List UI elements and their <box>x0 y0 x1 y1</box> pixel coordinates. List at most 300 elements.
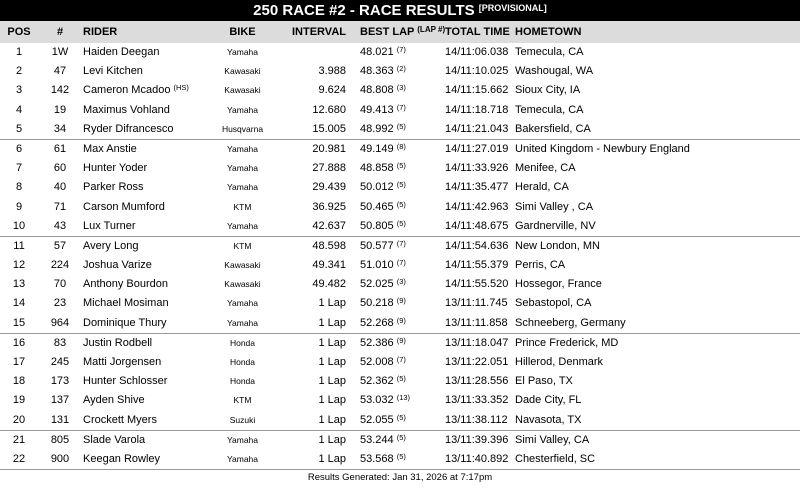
rider-name-cell-text: Haiden Deegan <box>83 46 160 58</box>
bike-cell-text: KTM <box>233 395 252 406</box>
result-row <box>0 411 800 430</box>
position-cell-text: 12 <box>12 259 26 272</box>
best-lap-number: (5) <box>396 180 406 190</box>
result-group <box>0 334 800 431</box>
total-time-cell <box>445 294 508 313</box>
rider-number-cell <box>38 120 82 139</box>
bike-cell <box>205 275 280 294</box>
hometown-cell-text: Hillerod, Denmark <box>515 356 604 368</box>
results-title <box>0 0 800 21</box>
rider-number-cell-text: 131 <box>50 413 70 426</box>
interval-cell-text: 15.005 <box>312 122 346 135</box>
hometown-cell-text: Navasota, TX <box>515 413 582 426</box>
position-cell <box>0 237 38 256</box>
hometown-cell <box>515 431 589 450</box>
hometown-cell-text: Prince Frederick, MD <box>515 336 619 349</box>
result-row <box>0 62 800 81</box>
best-lap-cell-text: 52.268 <box>360 316 394 329</box>
rider-name-cell-text: Keegan Rowley <box>83 452 161 465</box>
best-lap-number: (5) <box>396 199 406 209</box>
best-lap-cell <box>360 178 406 197</box>
position-cell <box>0 140 38 159</box>
interval-cell <box>298 120 346 139</box>
position-cell-text: 20 <box>12 413 26 426</box>
rider-name-cell-text: Crockett Myers <box>83 413 157 426</box>
result-row <box>0 314 800 333</box>
interval-cell <box>298 198 346 217</box>
position-cell-text: 22 <box>12 452 26 465</box>
total-time-cell <box>445 411 508 430</box>
total-time-cell <box>445 101 508 120</box>
interval-cell <box>298 81 346 100</box>
interval-cell <box>298 450 346 469</box>
result-group <box>0 237 800 334</box>
best-lap-cell <box>360 353 406 372</box>
rider-number-cell-text: 900 <box>50 452 70 465</box>
best-lap-cell-text: 48.021 <box>360 46 394 58</box>
best-lap-number: (7) <box>396 238 406 248</box>
interval-cell <box>298 159 346 178</box>
interval-cell-text: 1 Lap <box>318 413 346 426</box>
hometown-cell-text: Temecula, CA <box>515 103 584 116</box>
hometown-cell <box>515 120 591 139</box>
rider-name-cell-text: Ayden Shive <box>83 394 145 407</box>
rider-name-cell <box>83 159 147 178</box>
position-cell-text: 13 <box>12 278 26 291</box>
interval-cell-text: 3.988 <box>318 65 346 78</box>
provisional-tag: [PROVISIONAL] <box>478 3 547 13</box>
rider-name-cell-text: Matti Jorgensen <box>83 356 162 368</box>
result-row <box>0 159 800 178</box>
position-cell-text: 17 <box>12 356 26 368</box>
rider-name-cell-text: Hunter Yoder <box>83 162 148 175</box>
interval-cell <box>298 353 346 372</box>
rider-number-cell-text: 71 <box>53 200 67 213</box>
position-cell <box>0 275 38 294</box>
best-lap-number: (3) <box>396 83 406 93</box>
interval-cell-text: 20.981 <box>312 142 346 155</box>
rider-number-cell <box>38 217 82 236</box>
best-lap-cell-text: 52.362 <box>360 375 394 388</box>
bike-cell-text: Kawasaki <box>224 279 261 290</box>
position-cell <box>0 391 38 410</box>
result-group <box>0 431 800 470</box>
rider-name-cell <box>83 334 152 353</box>
interval-cell <box>298 62 346 81</box>
hometown-cell <box>515 198 593 217</box>
position-cell-text: 2 <box>15 65 23 78</box>
col-total-time-header: TOTAL TIME <box>445 26 510 38</box>
rider-name-cell-text: Justin Rodbell <box>83 336 153 349</box>
hometown-cell-text: Gardnerville, NV <box>515 219 596 232</box>
bike-cell <box>205 178 280 197</box>
total-time-cell-text: 13/11:18.047 <box>445 336 509 349</box>
rider-number-cell-text: 60 <box>53 162 67 175</box>
bike-cell-text: Honda <box>229 337 256 348</box>
interval-cell-text: 12.680 <box>312 103 346 116</box>
rider-number-cell <box>38 159 82 178</box>
result-row <box>0 334 800 353</box>
interval-cell-text: 1 Lap <box>318 336 346 349</box>
rider-number-cell <box>38 275 82 294</box>
best-lap-cell-text: 53.568 <box>360 452 394 465</box>
result-row <box>0 81 800 100</box>
hometown-cell <box>515 353 603 372</box>
hometown-cell-text: Sebastopol, CA <box>515 297 592 310</box>
position-cell <box>0 43 38 62</box>
position-cell-text: 8 <box>15 181 23 194</box>
position-cell <box>0 411 38 430</box>
hometown-cell-text: Washougal, WA <box>515 65 594 78</box>
bike-cell-text: Yamaha <box>226 104 259 115</box>
rider-name-cell <box>83 256 152 275</box>
best-lap-cell <box>360 256 406 275</box>
rider-name-cell <box>83 237 138 256</box>
position-cell <box>0 256 38 275</box>
bike-cell <box>205 81 280 100</box>
rider-number-cell-text: 57 <box>53 239 67 252</box>
result-row <box>0 391 800 410</box>
best-lap-cell <box>360 159 406 178</box>
hometown-cell-text: Herald, CA <box>515 181 569 194</box>
interval-cell <box>298 101 346 120</box>
rider-name-cell-text: Cameron Mcadoo <box>83 84 171 97</box>
bike-cell <box>205 217 280 236</box>
rider-number-cell-text: 83 <box>53 336 67 349</box>
best-lap-cell-text: 52.025 <box>360 278 394 291</box>
interval-cell-text: 1 Lap <box>318 297 346 310</box>
total-time-cell-text: 14/11:55.379 <box>445 259 509 272</box>
rider-number-cell-text: 137 <box>50 394 70 407</box>
rider-number-cell-text: 43 <box>53 219 67 232</box>
rider-name-cell <box>83 314 167 333</box>
total-time-cell <box>445 237 508 256</box>
rider-name-cell <box>83 391 145 410</box>
best-lap-cell <box>360 198 406 217</box>
position-cell-text: 10 <box>12 219 26 232</box>
hometown-cell-text: Bakersfield, CA <box>515 122 591 135</box>
bike-cell <box>205 159 280 178</box>
interval-cell <box>298 411 346 430</box>
hometown-cell-text: El Paso, TX <box>515 375 573 388</box>
bike-cell-text: KTM <box>233 201 252 212</box>
position-cell <box>0 294 38 313</box>
best-lap-number: (9) <box>396 335 406 345</box>
rider-number-cell-text: 142 <box>50 84 70 97</box>
bike-cell-text: Suzuki <box>229 414 256 425</box>
col-rider-header: RIDER <box>83 26 118 38</box>
rider-number-cell-text: 23 <box>53 297 67 310</box>
rider-name-cell-text: Joshua Varize <box>83 259 152 272</box>
rider-name-cell <box>83 411 157 430</box>
total-time-cell-text: 14/11:54.636 <box>445 239 509 252</box>
position-cell <box>0 217 38 236</box>
interval-cell-text: 29.439 <box>312 181 346 194</box>
position-cell-text: 4 <box>15 103 23 116</box>
result-group <box>0 43 800 140</box>
rider-name-cell <box>83 101 170 120</box>
best-lap-cell-text: 53.032 <box>360 394 394 407</box>
rider-number-cell-text: 1W <box>51 46 69 58</box>
result-row <box>0 431 800 450</box>
best-lap-number: (5) <box>396 412 406 422</box>
bike-cell <box>205 140 280 159</box>
total-time-cell-text: 14/11:27.019 <box>445 142 509 155</box>
hometown-cell <box>515 314 626 333</box>
position-cell-text: 15 <box>12 316 26 329</box>
best-lap-cell <box>360 334 406 353</box>
best-lap-cell <box>360 217 406 236</box>
total-time-cell <box>445 140 508 159</box>
best-lap-cell-text: 50.012 <box>360 181 394 194</box>
best-lap-cell-text: 53.244 <box>360 433 394 446</box>
position-cell-text: 11 <box>13 239 25 252</box>
interval-cell-text: 42.637 <box>312 219 346 232</box>
rider-number-cell <box>38 178 82 197</box>
rider-name-cell <box>83 43 159 62</box>
total-time-cell <box>445 198 508 217</box>
rider-number-cell <box>38 391 82 410</box>
best-lap-number: (5) <box>396 451 406 461</box>
hometown-cell <box>515 256 565 275</box>
rider-name-cell-text: Michael Mosiman <box>83 297 169 310</box>
rider-name-cell <box>83 275 168 294</box>
total-time-cell <box>445 178 508 197</box>
bike-cell <box>205 120 280 139</box>
rider-number-cell <box>38 353 82 372</box>
rider-name-cell <box>83 431 145 450</box>
rider-name-cell-text: Maximus Vohland <box>83 103 170 116</box>
interval-cell <box>298 178 346 197</box>
position-cell <box>0 62 38 81</box>
hometown-cell <box>515 334 618 353</box>
bike-cell <box>205 353 280 372</box>
position-cell <box>0 372 38 391</box>
result-row <box>0 237 800 256</box>
bike-cell-text: Kawasaki <box>224 85 261 96</box>
bike-cell-text: Yamaha <box>226 317 259 328</box>
hometown-cell <box>515 450 595 469</box>
result-row <box>0 43 800 62</box>
total-time-cell <box>445 217 508 236</box>
col-interval-header: INTERVAL <box>292 26 346 38</box>
rider-number-cell-text: 19 <box>53 103 67 116</box>
bike-cell-text: Yamaha <box>226 47 259 57</box>
rider-number-cell <box>38 431 82 450</box>
total-time-cell-text: 13/11:39.396 <box>445 433 509 446</box>
rider-number-cell <box>38 314 82 333</box>
results-title-text: 250 RACE #2 - RACE RESULTS <box>253 2 475 19</box>
rider-name-cell-text: Ryder Difrancesco <box>83 122 174 135</box>
position-cell-text: 9 <box>15 200 23 213</box>
bike-cell <box>205 431 280 450</box>
hometown-cell <box>515 159 576 178</box>
rider-number-cell <box>38 140 82 159</box>
bike-cell-text: Kawasaki <box>224 260 261 271</box>
interval-cell <box>298 237 346 256</box>
rider-name-cell <box>83 450 160 469</box>
best-lap-cell-text: 52.386 <box>360 336 394 349</box>
best-lap-number: (2) <box>396 64 406 74</box>
position-cell <box>0 353 38 372</box>
total-time-cell-text: 14/11:06.038 <box>445 46 509 58</box>
best-lap-cell <box>360 314 406 333</box>
total-time-cell <box>445 314 508 333</box>
bike-cell <box>205 294 280 313</box>
bike-cell <box>205 256 280 275</box>
total-time-cell-text: 14/11:33.926 <box>445 162 509 175</box>
best-lap-number: (13) <box>396 393 411 403</box>
interval-cell <box>298 391 346 410</box>
rider-number-cell <box>38 372 82 391</box>
position-cell-text: 6 <box>15 142 23 155</box>
total-time-cell-text: 13/11:22.051 <box>445 356 509 368</box>
total-time-cell <box>445 450 508 469</box>
hometown-cell <box>515 217 596 236</box>
results-generated-footer: Results Generated: Jan 31, 2026 at 7:17pm <box>307 472 493 483</box>
position-cell-text: 7 <box>15 162 23 175</box>
best-lap-cell <box>360 43 406 62</box>
hometown-cell-text: New London, MN <box>515 239 600 252</box>
interval-cell-text: 27.888 <box>312 162 346 175</box>
position-cell <box>0 101 38 120</box>
best-lap-cell <box>360 411 406 430</box>
best-lap-cell <box>360 275 406 294</box>
rider-number-cell <box>38 101 82 120</box>
position-cell-text: 21 <box>12 433 26 446</box>
rider-number-cell-text: 47 <box>53 65 67 78</box>
hometown-cell <box>515 81 580 100</box>
col-bike-header: BIKE <box>229 26 256 38</box>
best-lap-cell-text: 51.010 <box>360 259 394 272</box>
total-time-cell-text: 14/11:48.675 <box>445 219 509 232</box>
result-row <box>0 140 800 159</box>
interval-cell-text: 1 Lap <box>318 452 346 465</box>
position-cell <box>0 198 38 217</box>
best-lap-number: (5) <box>396 432 406 442</box>
total-time-cell <box>445 334 508 353</box>
hometown-cell-text: Schneeberg, Germany <box>515 316 626 329</box>
bike-cell-text: Yamaha <box>226 220 259 231</box>
col-hometown-header: HOMETOWN <box>515 26 582 38</box>
rider-name-cell <box>83 294 169 313</box>
best-lap-cell <box>360 237 406 256</box>
position-cell <box>0 450 38 469</box>
rider-number-cell-text: 173 <box>50 375 70 388</box>
col-number-header: # <box>56 26 64 38</box>
bike-cell-text: Yamaha <box>226 182 259 193</box>
rider-number-cell <box>38 198 82 217</box>
bike-cell-text: Yamaha <box>226 163 259 174</box>
rider-name-cell-text: Avery Long <box>83 239 139 252</box>
best-lap-number: (5) <box>396 374 406 384</box>
rider-name-cell-text: Levi Kitchen <box>83 65 143 78</box>
total-time-cell-text: 13/11:33.352 <box>445 394 509 407</box>
best-lap-number: (7) <box>396 45 406 54</box>
interval-cell-text: 1 Lap <box>318 316 346 329</box>
bike-cell-text: Yamaha <box>226 434 259 445</box>
position-cell <box>0 314 38 333</box>
best-lap-number: (8) <box>396 141 406 151</box>
best-lap-cell <box>360 391 410 410</box>
bike-cell <box>205 314 280 333</box>
total-time-cell-text: 14/11:18.718 <box>445 103 509 116</box>
bike-cell-text: Honda <box>229 376 256 387</box>
rider-name-cell <box>83 140 137 159</box>
interval-cell-text: 49.341 <box>312 259 346 272</box>
position-cell-text: 14 <box>12 297 26 310</box>
bike-cell <box>205 198 280 217</box>
result-row <box>0 217 800 236</box>
lap-number-label: (LAP #) <box>417 25 446 34</box>
best-lap-cell-text: 50.218 <box>360 297 394 310</box>
bike-cell-text: Yamaha <box>226 298 259 309</box>
rider-name-cell <box>83 62 143 81</box>
rider-name-cell <box>83 217 136 236</box>
rider-number-cell-text: 224 <box>50 259 70 272</box>
interval-cell-text: 1 Lap <box>318 394 346 407</box>
hometown-cell <box>515 101 583 120</box>
position-cell <box>0 159 38 178</box>
best-lap-cell <box>360 101 406 120</box>
best-lap-cell <box>360 294 406 313</box>
rider-name-cell <box>83 198 165 217</box>
rider-name-cell <box>83 353 161 372</box>
best-lap-cell-text: 50.805 <box>360 219 394 232</box>
rider-number-cell-text: 61 <box>53 142 67 155</box>
position-cell <box>0 431 38 450</box>
best-lap-cell-text: 49.413 <box>360 103 394 116</box>
bike-cell <box>205 101 280 120</box>
total-time-cell-text: 13/11:40.892 <box>445 452 509 465</box>
position-cell <box>0 120 38 139</box>
bike-cell <box>205 43 280 62</box>
total-time-cell-text: 13/11:28.556 <box>445 375 509 388</box>
bike-cell <box>205 62 280 81</box>
interval-cell-text: 49.482 <box>312 278 346 291</box>
hometown-cell-text: Temecula, CA <box>515 46 584 58</box>
bike-cell <box>205 334 280 353</box>
position-cell-text: 5 <box>15 122 23 135</box>
bike-cell-text: Kawasaki <box>224 66 261 77</box>
hometown-cell-text: Simi Valley, CA <box>515 433 590 446</box>
bike-cell <box>205 391 280 410</box>
rider-name-cell <box>83 178 144 197</box>
hometown-cell-text: Chesterfield, SC <box>515 452 596 465</box>
rider-name-cell <box>83 372 167 391</box>
rider-number-cell <box>38 256 82 275</box>
rider-number-cell <box>38 81 82 100</box>
rider-class-tag: (HS) <box>173 83 189 93</box>
best-lap-cell-text: 48.363 <box>360 65 394 78</box>
bike-cell-text: KTM <box>233 240 252 251</box>
rider-name-cell-text: Lux Turner <box>83 219 136 232</box>
interval-cell <box>298 431 346 450</box>
total-time-cell-text: 13/11:38.112 <box>445 413 508 426</box>
result-row <box>0 353 800 372</box>
total-time-cell <box>445 431 508 450</box>
total-time-cell <box>445 391 508 410</box>
interval-cell-text: 9.624 <box>318 84 346 97</box>
rider-number-cell <box>38 237 82 256</box>
result-row <box>0 275 800 294</box>
rider-name-cell-text: Hunter Schlosser <box>83 375 168 388</box>
interval-cell-text: 1 Lap <box>318 356 346 368</box>
best-lap-number: (9) <box>396 296 406 306</box>
rider-number-cell <box>38 62 82 81</box>
interval-cell-text: 48.598 <box>312 239 346 252</box>
interval-cell <box>298 140 346 159</box>
